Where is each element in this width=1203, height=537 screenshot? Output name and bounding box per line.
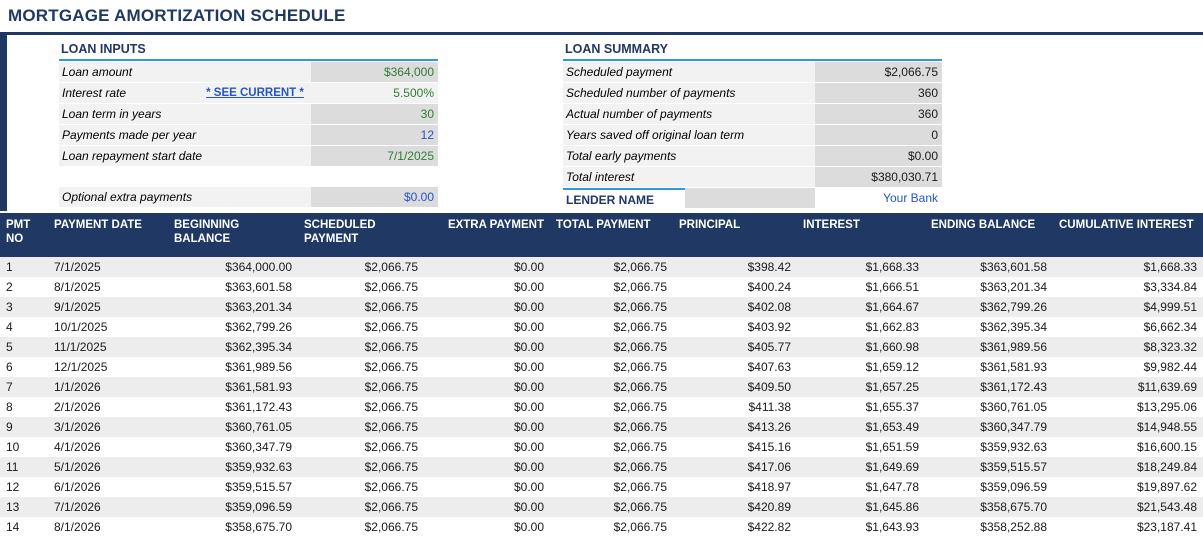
- table-cell: $418.97: [673, 477, 797, 497]
- table-cell: $360,347.79: [925, 417, 1053, 437]
- interest-rate-note-link[interactable]: * SEE CURRENT *: [199, 83, 311, 103]
- table-cell: $6,662.34: [1053, 317, 1203, 337]
- summary-value-total-early-payments: $0.00: [815, 146, 942, 166]
- column-header-ending-balance[interactable]: ENDING BALANCE: [925, 213, 1053, 257]
- column-header-payment-date[interactable]: PAYMENT DATE: [48, 213, 168, 257]
- table-cell: $19,897.62: [1053, 477, 1203, 497]
- table-cell: $0.00: [424, 497, 550, 517]
- table-cell: $398.42: [673, 257, 797, 277]
- table-cell: $4,999.51: [1053, 297, 1203, 317]
- table-cell: $0.00: [424, 377, 550, 397]
- table-cell: $361,172.43: [168, 397, 298, 417]
- lender-name-value[interactable]: Your Bank: [815, 188, 942, 208]
- table-cell: $361,581.93: [925, 357, 1053, 377]
- table-cell: $361,989.56: [925, 337, 1053, 357]
- input-row-payments-per-year: [59, 125, 438, 146]
- table-cell: 1: [0, 257, 48, 277]
- table-cell: $0.00: [424, 257, 550, 277]
- table-cell: $2,066.75: [298, 477, 424, 497]
- summary-label-total-early-payments: Total early payments: [563, 146, 815, 166]
- table-cell: 6: [0, 357, 48, 377]
- table-cell: $1,647.78: [797, 477, 925, 497]
- table-cell: $362,799.26: [925, 297, 1053, 317]
- input-value-extra-payments[interactable]: $0.00: [311, 187, 438, 207]
- loan-inputs-panel: [59, 40, 438, 208]
- table-cell: 7/1/2026: [48, 497, 168, 517]
- table-cell: $23,187.41: [1053, 517, 1203, 537]
- table-header: [0, 213, 1203, 257]
- table-cell: $362,395.34: [168, 337, 298, 357]
- table-cell: $2,066.75: [550, 337, 673, 357]
- table-cell: $1,662.83: [797, 317, 925, 337]
- table-cell: $0.00: [424, 457, 550, 477]
- table-cell: $0.00: [424, 477, 550, 497]
- summary-row-total-interest: [563, 167, 942, 188]
- table-cell: $407.63: [673, 357, 797, 377]
- table-cell: 14: [0, 517, 48, 537]
- table-cell: $359,096.59: [168, 497, 298, 517]
- table-row: [0, 257, 1203, 277]
- input-label-interest-rate: Interest rate: [59, 83, 199, 103]
- table-cell: $0.00: [424, 437, 550, 457]
- table-cell: 11: [0, 457, 48, 477]
- table-cell: $362,395.34: [925, 317, 1053, 337]
- table-cell: $359,515.57: [168, 477, 298, 497]
- summary-row-total-early-payments: [563, 146, 942, 167]
- input-label-payments-per-year: Payments made per year: [59, 125, 311, 145]
- table-row: [0, 417, 1203, 437]
- table-cell: $363,201.34: [925, 277, 1053, 297]
- table-cell: $358,675.70: [168, 517, 298, 537]
- table-cell: $2,066.75: [298, 437, 424, 457]
- column-header-scheduled-payment[interactable]: SCHEDULED PAYMENT: [298, 213, 424, 257]
- summary-value-total-interest: $380,030.71: [815, 167, 942, 187]
- summary-row-scheduled-payment: [563, 62, 942, 83]
- summary-value-actual-number: 360: [815, 104, 942, 124]
- summary-panels: [0, 35, 1203, 211]
- table-cell: $359,096.59: [925, 477, 1053, 497]
- table-cell: $0.00: [424, 357, 550, 377]
- lender-name-label: LENDER NAME: [563, 188, 685, 208]
- table-row: [0, 297, 1203, 317]
- input-row-extra-payments: [59, 187, 438, 208]
- table-cell: $2,066.75: [298, 457, 424, 477]
- table-cell: $359,932.63: [925, 437, 1053, 457]
- table-cell: $1,668.33: [797, 257, 925, 277]
- table-cell: $2,066.75: [550, 297, 673, 317]
- summary-value-scheduled-number: 360: [815, 83, 942, 103]
- column-header-interest[interactable]: INTEREST: [797, 213, 925, 257]
- table-cell: $364,000.00: [168, 257, 298, 277]
- table-cell: $0.00: [424, 517, 550, 537]
- table-cell: 12: [0, 477, 48, 497]
- table-cell: $402.08: [673, 297, 797, 317]
- table-row: [0, 517, 1203, 537]
- input-value-interest-rate[interactable]: 5.500%: [311, 83, 438, 103]
- table-cell: $2,066.75: [550, 517, 673, 537]
- summary-value-scheduled-payment: $2,066.75: [815, 62, 942, 82]
- input-label-extra-payments: Optional extra payments: [59, 187, 311, 207]
- page-title: MORTGAGE AMORTIZATION SCHEDULE: [8, 6, 346, 25]
- table-cell: $2,066.75: [298, 297, 424, 317]
- table-cell: $1,657.25: [797, 377, 925, 397]
- table-cell: $2,066.75: [550, 377, 673, 397]
- table-cell: 7/1/2025: [48, 257, 168, 277]
- table-cell: $1,651.59: [797, 437, 925, 457]
- column-header-extra-payment[interactable]: EXTRA PAYMENT: [424, 213, 550, 257]
- table-cell: $2,066.75: [550, 457, 673, 477]
- table-cell: $358,675.70: [925, 497, 1053, 517]
- table-cell: 9: [0, 417, 48, 437]
- table-cell: $9,982.44: [1053, 357, 1203, 377]
- table-cell: 2: [0, 277, 48, 297]
- amortization-table-wrap: [0, 213, 1203, 537]
- table-cell: $0.00: [424, 317, 550, 337]
- table-cell: 7: [0, 377, 48, 397]
- loan-summary-rows: [563, 62, 942, 209]
- table-cell: $415.16: [673, 437, 797, 457]
- table-cell: 10: [0, 437, 48, 457]
- column-header-principal[interactable]: PRINCIPAL: [673, 213, 797, 257]
- summary-label-years-saved: Years saved off original loan term: [563, 125, 815, 145]
- table-row: [0, 497, 1203, 517]
- table-cell: $413.26: [673, 417, 797, 437]
- summary-label-scheduled-payment: Scheduled payment: [563, 62, 815, 82]
- loan-summary-heading: LOAN SUMMARY: [563, 40, 942, 61]
- table-cell: 8: [0, 397, 48, 417]
- table-cell: $0.00: [424, 337, 550, 357]
- table-cell: 3: [0, 297, 48, 317]
- table-cell: $422.82: [673, 517, 797, 537]
- table-cell: $2,066.75: [550, 277, 673, 297]
- input-label-loan-term: Loan term in years: [59, 104, 311, 124]
- table-cell: 8/1/2026: [48, 517, 168, 537]
- column-header-total-payment[interactable]: TOTAL PAYMENT: [550, 213, 673, 257]
- input-label-start-date: Loan repayment start date: [59, 146, 311, 166]
- table-cell: $360,761.05: [168, 417, 298, 437]
- table-cell: $2,066.75: [298, 517, 424, 537]
- table-cell: 11/1/2025: [48, 337, 168, 357]
- summary-row-actual-number: [563, 104, 942, 125]
- table-header-row: [0, 213, 1203, 257]
- summary-label-actual-number: Actual number of payments: [563, 104, 815, 124]
- table-cell: 13: [0, 497, 48, 517]
- table-cell: $362,799.26: [168, 317, 298, 337]
- table-cell: $2,066.75: [298, 337, 424, 357]
- column-header-pmt-no[interactable]: PMT NO: [0, 213, 48, 257]
- table-cell: 4/1/2026: [48, 437, 168, 457]
- input-row-start-date: [59, 146, 438, 167]
- table-cell: $8,323.32: [1053, 337, 1203, 357]
- table-row: [0, 277, 1203, 297]
- input-row-loan-amount: [59, 62, 438, 83]
- table-cell: $363,601.58: [925, 257, 1053, 277]
- table-cell: $417.06: [673, 457, 797, 477]
- table-row: [0, 337, 1203, 357]
- input-row-interest-rate: [59, 83, 438, 104]
- table-cell: 9/1/2025: [48, 297, 168, 317]
- table-row: [0, 357, 1203, 377]
- table-cell: $2,066.75: [298, 417, 424, 437]
- table-cell: $403.92: [673, 317, 797, 337]
- table-row: [0, 457, 1203, 477]
- lender-name-spacer: [685, 188, 815, 208]
- table-cell: $1,643.93: [797, 517, 925, 537]
- table-cell: $2,066.75: [550, 437, 673, 457]
- table-cell: 8/1/2025: [48, 277, 168, 297]
- table-cell: $359,515.57: [925, 457, 1053, 477]
- table-cell: $358,252.88: [925, 517, 1053, 537]
- table-row: [0, 397, 1203, 417]
- input-value-loan-amount[interactable]: $364,000: [311, 62, 438, 82]
- table-cell: 1/1/2026: [48, 377, 168, 397]
- table-cell: $359,932.63: [168, 457, 298, 477]
- table-row: [0, 377, 1203, 397]
- summary-row-lender-name: [563, 188, 942, 209]
- input-row-loan-term: [59, 104, 438, 125]
- summary-row-years-saved: [563, 125, 942, 146]
- table-cell: $420.89: [673, 497, 797, 517]
- table-cell: $1,664.67: [797, 297, 925, 317]
- table-row: [0, 477, 1203, 497]
- table-cell: $2,066.75: [298, 497, 424, 517]
- table-cell: $1,668.33: [1053, 257, 1203, 277]
- table-cell: $1,655.37: [797, 397, 925, 417]
- table-cell: $14,948.55: [1053, 417, 1203, 437]
- table-cell: 5: [0, 337, 48, 357]
- table-cell: $2,066.75: [298, 257, 424, 277]
- column-header-beginning-balance[interactable]: BEGINNING BALANCE: [168, 213, 298, 257]
- table-cell: $363,201.34: [168, 297, 298, 317]
- table-cell: $2,066.75: [298, 357, 424, 377]
- table-cell: $2,066.75: [550, 417, 673, 437]
- table-cell: $1,659.12: [797, 357, 925, 377]
- table-cell: $360,347.79: [168, 437, 298, 457]
- table-cell: $1,653.49: [797, 417, 925, 437]
- table-cell: 5/1/2026: [48, 457, 168, 477]
- table-cell: $21,543.48: [1053, 497, 1203, 517]
- table-cell: $3,334.84: [1053, 277, 1203, 297]
- table-cell: $2,066.75: [550, 357, 673, 377]
- table-cell: 2/1/2026: [48, 397, 168, 417]
- table-cell: $1,666.51: [797, 277, 925, 297]
- table-cell: $1,649.69: [797, 457, 925, 477]
- table-cell: $1,660.98: [797, 337, 925, 357]
- summary-value-years-saved: 0: [815, 125, 942, 145]
- table-cell: $2,066.75: [298, 317, 424, 337]
- table-cell: $0.00: [424, 277, 550, 297]
- input-label-loan-amount: Loan amount: [59, 62, 311, 82]
- table-cell: $2,066.75: [550, 497, 673, 517]
- table-cell: $0.00: [424, 297, 550, 317]
- table-cell: $16,600.15: [1053, 437, 1203, 457]
- summary-label-total-interest: Total interest: [563, 167, 815, 187]
- table-cell: $361,172.43: [925, 377, 1053, 397]
- input-value-start-date[interactable]: 7/1/2025: [311, 146, 438, 166]
- input-value-payments-per-year[interactable]: 12: [311, 125, 438, 145]
- table-cell: $2,066.75: [550, 317, 673, 337]
- table-cell: 6/1/2026: [48, 477, 168, 497]
- table-cell: 3/1/2026: [48, 417, 168, 437]
- table-body: [0, 257, 1203, 537]
- table-cell: $411.38: [673, 397, 797, 417]
- table-cell: 4: [0, 317, 48, 337]
- table-cell: $2,066.75: [550, 397, 673, 417]
- table-cell: $13,295.06: [1053, 397, 1203, 417]
- loan-inputs-rows: [59, 62, 438, 208]
- table-cell: $11,639.69: [1053, 377, 1203, 397]
- loan-summary-panel: [563, 40, 942, 209]
- table-cell: $360,761.05: [925, 397, 1053, 417]
- table-cell: $2,066.75: [550, 257, 673, 277]
- table-cell: $400.24: [673, 277, 797, 297]
- input-value-loan-term[interactable]: 30: [311, 104, 438, 124]
- summary-label-scheduled-number: Scheduled number of payments: [563, 83, 815, 103]
- table-cell: $2,066.75: [298, 397, 424, 417]
- table-cell: $2,066.75: [298, 377, 424, 397]
- table-cell: $405.77: [673, 337, 797, 357]
- amortization-table: [0, 213, 1203, 537]
- table-cell: $1,645.86: [797, 497, 925, 517]
- table-row: [0, 437, 1203, 457]
- table-cell: $18,249.84: [1053, 457, 1203, 477]
- table-cell: $409.50: [673, 377, 797, 397]
- table-cell: $2,066.75: [298, 277, 424, 297]
- summary-row-scheduled-number: [563, 83, 942, 104]
- table-row: [0, 317, 1203, 337]
- title-bar: [0, 0, 1203, 32]
- table-cell: 12/1/2025: [48, 357, 168, 377]
- table-cell: $2,066.75: [550, 477, 673, 497]
- table-cell: 10/1/2025: [48, 317, 168, 337]
- loan-inputs-heading: LOAN INPUTS: [59, 40, 438, 61]
- table-cell: $0.00: [424, 417, 550, 437]
- table-cell: $0.00: [424, 397, 550, 417]
- table-cell: $361,581.93: [168, 377, 298, 397]
- column-header-cumulative-interest[interactable]: CUMULATIVE INTEREST: [1053, 213, 1203, 257]
- table-cell: $363,601.58: [168, 277, 298, 297]
- table-cell: $361,989.56: [168, 357, 298, 377]
